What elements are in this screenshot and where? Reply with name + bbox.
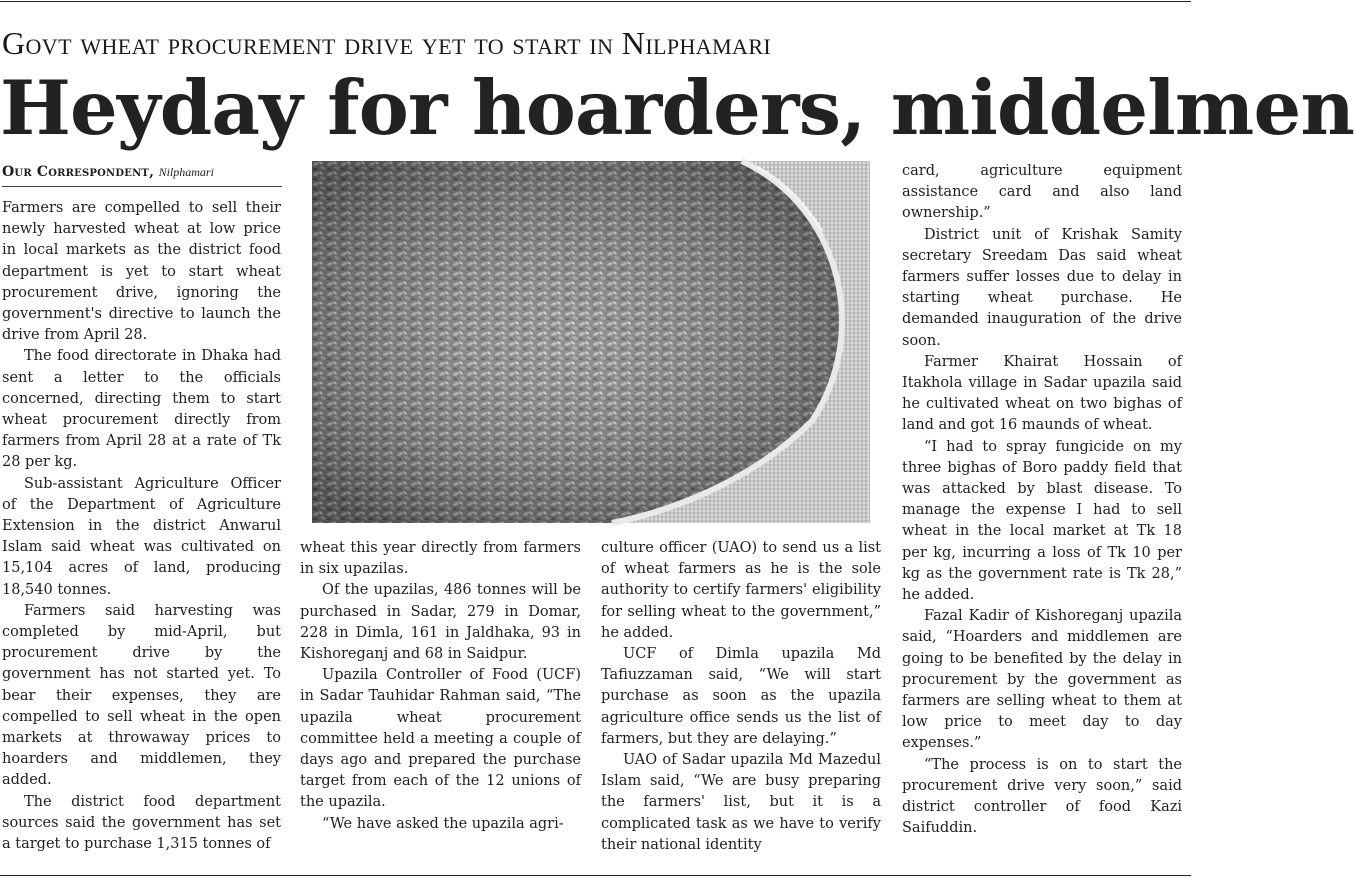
byline-rule <box>2 186 282 187</box>
paragraph: Fazal Kadir of Kishoreganj upazila said, “Hoarders and middlemen are going to be benefited by the delay in procurement by the government as farmers are selling wheat to them at low price to meet day to day expenses.” <box>902 608 1182 752</box>
paragraph: District unit of Krishak Samity secretary Sreedam Das said wheat farmers suffer losses due to delay in starting wheat purchase. He demanded inauguration of the drive soon. <box>902 226 1182 349</box>
article-column-4 <box>902 161 1182 840</box>
paragraph: card, agriculture equipment assistance card and also land ownership.” <box>902 163 1182 222</box>
wheat-grains-photo <box>312 161 870 523</box>
paragraph: “We have asked the upazila agri- <box>322 815 564 832</box>
byline-name: Our Correspondent, <box>2 164 155 180</box>
article-column-3 <box>601 538 881 856</box>
main-headline: Heyday for hoarders, middelmen <box>0 64 1354 152</box>
wheat-grains-in-sack-photo-icon <box>312 161 870 523</box>
paragraph: culture officer (UAO) to send us a list of wheat farmers as he is the sole authority to certify farmers' eligibility for selling wheat to the government,” he added. <box>601 540 881 641</box>
paragraph: wheat this year directly from farmers in six upazilas. <box>300 540 581 578</box>
paragraph: The food directorate in Dhaka had sent a letter to the officials concerned, directing them to start wheat procurement directly from farmers from April 28 at a rate of Tk 28 per kg. <box>2 348 281 471</box>
paragraph: Farmer Khairat Hossain of Itakhola village in Sadar upazila said he cultivated wheat on two bighas of land and got 16 maunds of wheat. <box>902 353 1182 434</box>
paragraph: Farmers are compelled to sell their newly harvested wheat at low price in local markets as the district food department is yet to start wheat procurement drive, ignoring the government's directive to launch the drive from April 28. <box>2 200 281 344</box>
paragraph: “I had to spray fungicide on my three bighas of Boro paddy field that was attacked by blast disease. To manage the expense I had to sell wheat in the local market at Tk 18 per kg, incurring a loss of Tk 10 per kg as the government rate is Tk 28,” he added. <box>902 438 1182 604</box>
top-rule <box>0 1 1191 2</box>
paragraph: UCF of Dimla upazila Md Tafiuzzaman said, “We will start purchase as soon as the upazila agriculture office sends us the list of farmers, but they are delaying.” <box>601 646 881 747</box>
paragraph: UAO of Sadar upazila Md Mazedul Islam said, “We are busy preparing the farmers' list, but it is a complicated task as we have to verify their national identity <box>601 752 881 853</box>
paragraph: Upazila Controller of Food (UCF) in Sadar Tauhidar Rahman said, “The upazila wheat procurement committee held a meeting a couple of days ago and prepared the purchase target from each of the 12 unions of the upazila. <box>300 667 581 811</box>
kicker-headline: Govt wheat procurement drive yet to start in Nilphamari <box>2 25 772 61</box>
article-column-1 <box>2 198 281 855</box>
bottom-rule <box>0 875 1191 876</box>
paragraph: Farmers said harvesting was completed by mid-April, but procurement drive by the government has not started yet. To bear their expenses, they are compelled to sell wheat in the open markets at throwaway prices to hoarders and middlemen, they added. <box>2 602 281 789</box>
paragraph: Sub-assistant Agriculture Officer of the Department of Agriculture Extension in the district Anwarul Islam said wheat was cultivated on 15,104 acres of land, producing 18,540 tonnes. <box>2 475 281 598</box>
paragraph: The district food department sources said the government has set a target to purchase 1,315 tonnes of <box>2 793 281 853</box>
paragraph: “The process is on to start the procurement drive very soon,” said district controller of food Kazi Saifuddin. <box>902 756 1182 837</box>
paragraph: Of the upazilas, 486 tonnes will be purchased in Sadar, 279 in Domar, 228 in Dimla, 161 in Jaldhaka, 93 in Kishoreganj and 68 in Saidpur. <box>300 582 581 663</box>
article-column-2 <box>300 538 581 835</box>
byline <box>2 163 282 181</box>
byline-place: Nilphamari <box>158 165 214 179</box>
